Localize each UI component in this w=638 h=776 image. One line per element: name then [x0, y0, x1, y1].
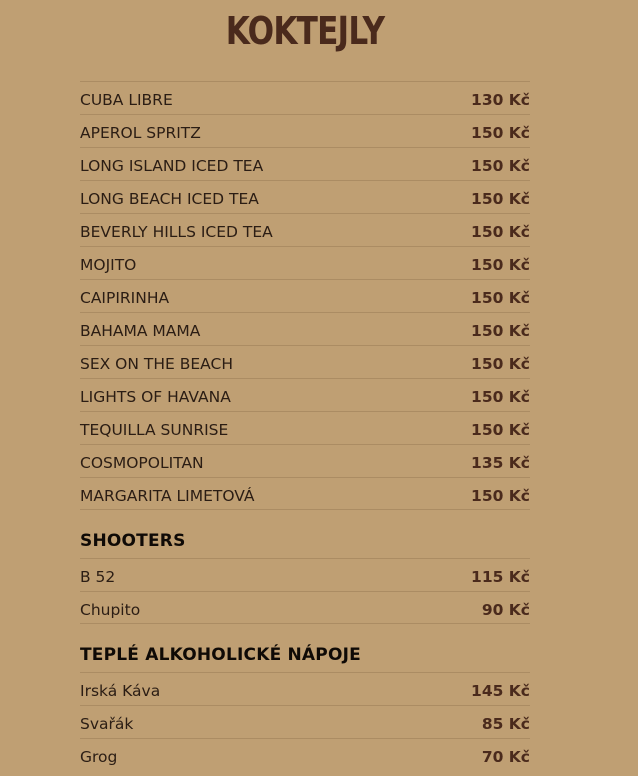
menu-item [80, 114, 530, 147]
menu-item [80, 147, 530, 180]
menu-item [80, 444, 530, 477]
menu-item [80, 705, 530, 738]
item-price: 145 Kč [471, 682, 530, 700]
menu-item [80, 378, 530, 411]
item-name: COSMOPOLITAN [80, 454, 204, 472]
menu-item [80, 81, 530, 114]
item-price: 150 Kč [471, 124, 530, 142]
menu-item [80, 558, 530, 591]
item-name: TEQUILLA SUNRISE [80, 421, 229, 439]
item-name: SEX ON THE BEACH [80, 355, 233, 373]
section-title-hot-drinks: TEPLÉ ALKOHOLICKÉ NÁPOJE [80, 645, 361, 665]
item-name: MARGARITA LIMETOVÁ [80, 487, 255, 505]
section-title-shooters: SHOOTERS [80, 531, 186, 551]
item-name: MOJITO [80, 256, 137, 274]
item-name: LONG ISLAND ICED TEA [80, 157, 264, 175]
item-price: 135 Kč [471, 454, 530, 472]
item-price: 150 Kč [471, 289, 530, 307]
item-price: 150 Kč [471, 487, 530, 505]
item-name: Grog [80, 748, 118, 766]
item-price: 115 Kč [471, 568, 530, 586]
menu-item [80, 672, 530, 705]
item-price: 150 Kč [471, 388, 530, 406]
item-price: 150 Kč [471, 157, 530, 175]
item-name: B 52 [80, 568, 116, 586]
menu-item [80, 411, 530, 444]
menu-item [80, 477, 530, 510]
item-name: LONG BEACH ICED TEA [80, 190, 259, 208]
menu-item [80, 213, 530, 246]
item-name: CUBA LIBRE [80, 91, 173, 109]
menu-item [80, 738, 530, 771]
menu-item [80, 180, 530, 213]
item-price: 70 Kč [481, 748, 530, 766]
item-name: Svařák [80, 715, 134, 733]
item-name: BAHAMA MAMA [80, 322, 201, 340]
item-price: 150 Kč [471, 223, 530, 241]
item-name: CAIPIRINHA [80, 289, 170, 307]
menu-item [80, 279, 530, 312]
item-price: 130 Kč [471, 91, 530, 109]
menu-item [80, 246, 530, 279]
item-price: 90 Kč [481, 601, 530, 619]
item-price: 150 Kč [471, 256, 530, 274]
item-name: LIGHTS OF HAVANA [80, 388, 231, 406]
item-price: 85 Kč [481, 715, 530, 733]
item-name: APEROL SPRITZ [80, 124, 201, 142]
menu-item [80, 345, 530, 378]
item-price: 150 Kč [471, 190, 530, 208]
menu-item [80, 591, 530, 624]
item-name: BEVERLY HILLS ICED TEA [80, 223, 273, 241]
item-price: 150 Kč [471, 322, 530, 340]
item-name: Chupito [80, 601, 141, 619]
menu-list [80, 81, 530, 771]
item-price: 150 Kč [471, 421, 530, 439]
menu-item [80, 312, 530, 345]
page-title: KOKTEJLY [225, 9, 385, 53]
item-price: 150 Kč [471, 355, 530, 373]
item-name: Irská Káva [80, 682, 161, 700]
